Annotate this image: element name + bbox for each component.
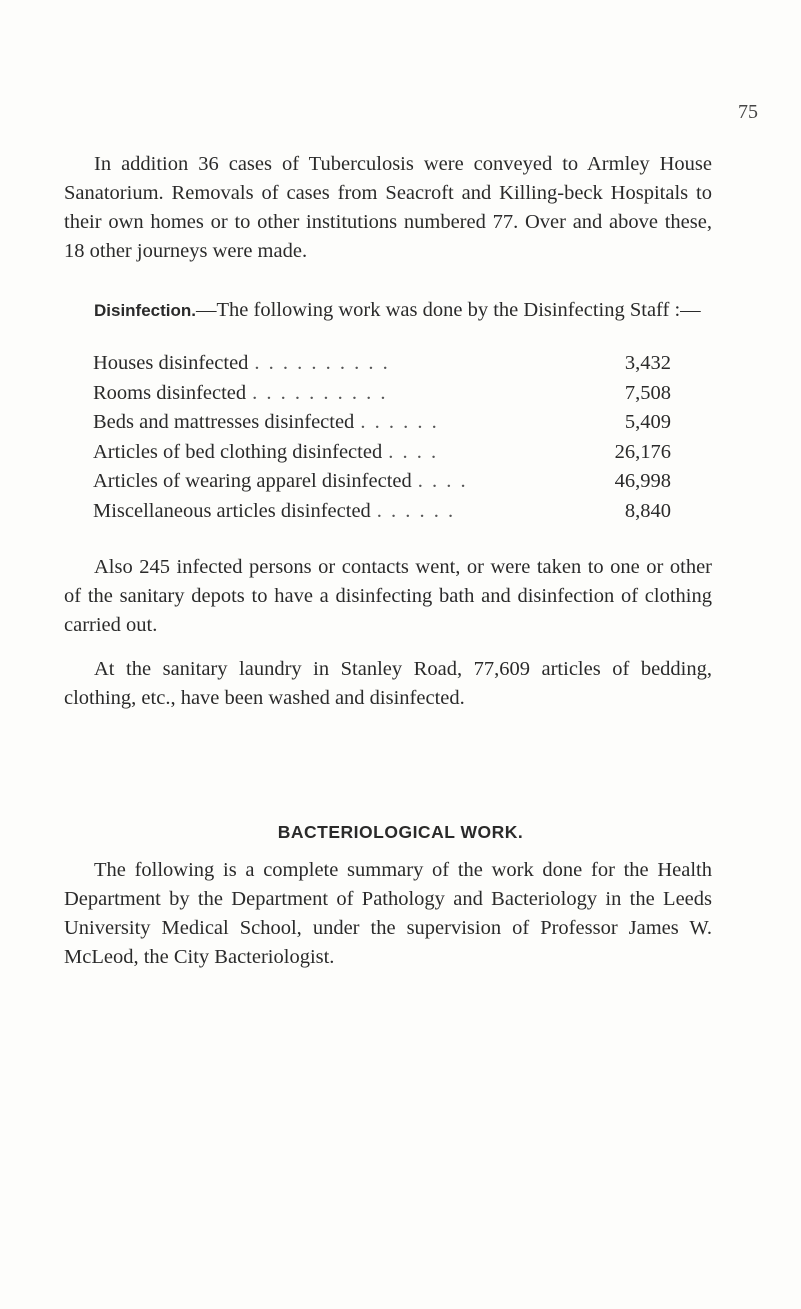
section-heading: BACTERIOLOGICAL WORK.	[277, 822, 524, 842]
row-value: 7,508	[624, 381, 671, 404]
table-row	[93, 497, 671, 527]
row-label: Beds and mattresses disinfected	[93, 411, 355, 434]
tuberculosis-conveyance-paragraph: In addition 36 cases of Tuberculosis were conveyed to Armley House Sanatorium. Removals of cases from Seacroft and Killing-beck Hospitals to their own homes or to other institutions numbered 77. Over and above these, 18 other journeys were made.	[64, 153, 712, 262]
row-value: 3,432	[624, 352, 671, 374]
row-label: Miscellaneous articles disinfected	[93, 499, 371, 522]
table-row	[93, 467, 671, 497]
dot-leader: . . . . . .	[360, 411, 439, 434]
dot-leader: . . . . . . . . . .	[252, 381, 388, 404]
sanitary-laundry-paragraph: At the sanitary laundry in Stanley Road, 77,609 articles of bedding, clothing, etc., have been washed and disinfected.	[64, 658, 712, 709]
bacteriological-summary-paragraph: The following is a complete summary of the work done for the Health Department by the Department of Pathology and Bacteriology in the Leeds University Medical School, under the supervision of Professor James W. McLeod, the City Bacteriologist.	[64, 859, 712, 968]
row-value: 8,840	[624, 499, 671, 522]
dot-leader: . . . .	[388, 440, 439, 463]
row-value: 5,409	[624, 411, 671, 434]
disinfection-table	[93, 349, 671, 527]
dot-leader: . . . .	[417, 470, 468, 493]
table-row	[93, 438, 671, 468]
page-number: 75	[738, 101, 758, 123]
table-row	[93, 349, 671, 379]
row-label: Articles of wearing apparel disinfected	[93, 470, 412, 493]
row-label: Houses disinfected	[93, 352, 249, 374]
disinfection-run-in-heading: Disinfection.	[94, 301, 197, 320]
row-value: 26,176	[614, 440, 671, 463]
infected-persons-paragraph: Also 245 infected persons or contacts went, or were taken to one or other of the sanitary depots to have a disinfecting bath and disinfection of clothing carried out.	[64, 556, 712, 636]
disinfection-paragraph	[64, 296, 712, 325]
row-label: Articles of bed clothing disinfected	[93, 440, 383, 463]
dot-leader: . . . . . . . . . .	[254, 352, 390, 374]
disinfection-intro: —The following work was done by the Disinfecting Staff :—	[196, 299, 701, 321]
dot-leader: . . . . . .	[376, 499, 456, 522]
table-row	[93, 408, 671, 438]
table-row	[93, 379, 671, 409]
row-value: 46,998	[614, 470, 671, 493]
row-label: Rooms disinfected	[93, 381, 247, 404]
